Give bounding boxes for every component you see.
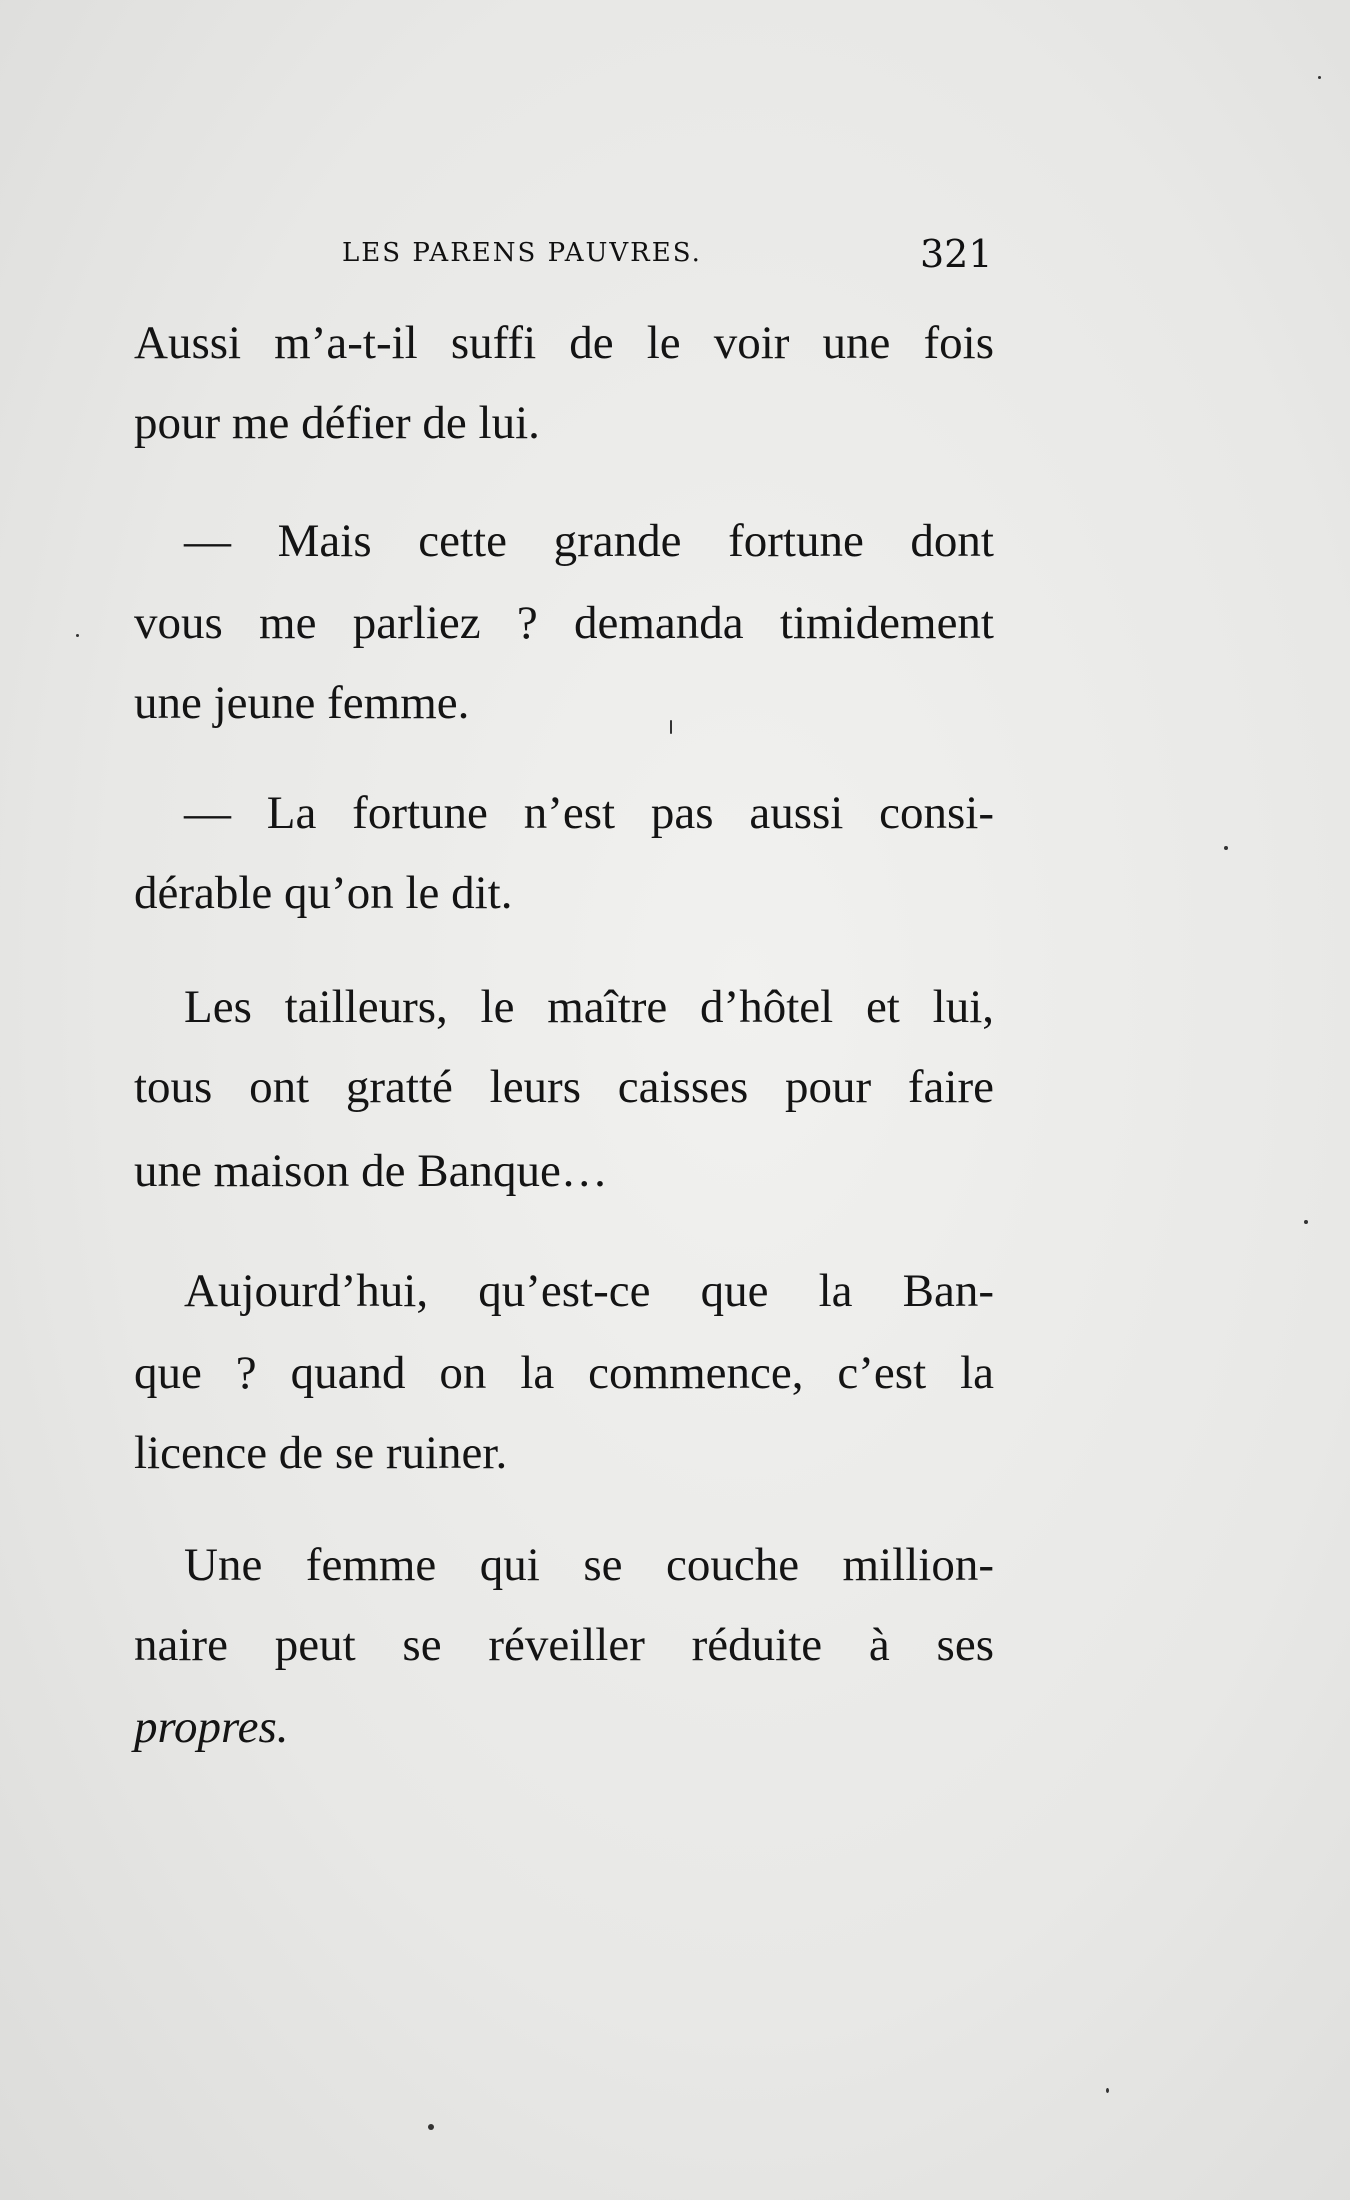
page-number: 321 — [920, 232, 993, 276]
text-line: dérable qu’on le dit. — [134, 867, 513, 919]
bleed-through-texture — [120, 250, 1020, 496]
text-line: pour me défier de lui. — [134, 397, 540, 449]
text-line: — Mais cette grande fortune dont — [184, 515, 994, 567]
text-line: que ? quand on la commence, c’est la — [134, 1347, 994, 1399]
text-line: — La fortune n’est pas aussi consi- — [184, 787, 994, 839]
text-line: Aussi m’a-t-il suffi de le voir une fois — [134, 317, 994, 369]
text-line: Une femme qui se couche million- — [184, 1539, 994, 1591]
text-line: propres. — [134, 1701, 289, 1753]
text-line: une maison de Banque… — [134, 1145, 608, 1197]
text-line: Les tailleurs, le maître d’hôtel et lui, — [184, 981, 994, 1033]
text-line: tous ont gratté leurs caisses pour faire — [134, 1061, 994, 1113]
text-line: licence de se ruiner. — [134, 1427, 508, 1479]
text-line: vous me parliez ? demanda timidement — [134, 597, 994, 649]
page-header — [0, 232, 1350, 282]
text-line: naire peut se réveiller réduite à ses — [134, 1619, 994, 1671]
running-title: LES PARENS PAUVRES. — [342, 238, 702, 268]
text-line: une jeune femme. — [134, 677, 470, 729]
text-line: Aujourd’hui, qu’est-ce que la Ban- — [184, 1265, 994, 1317]
